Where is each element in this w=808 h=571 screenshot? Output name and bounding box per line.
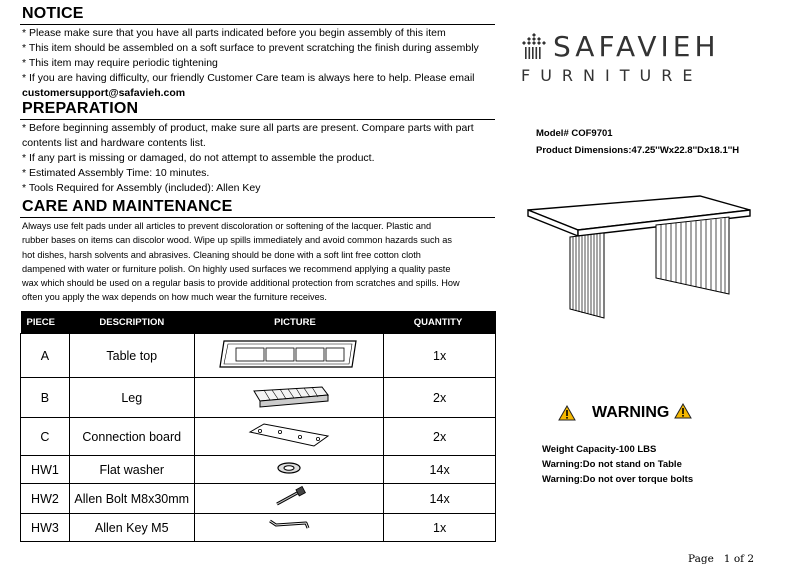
product-specs bbox=[536, 125, 739, 159]
table-row bbox=[21, 418, 496, 456]
piece-cell: A bbox=[21, 334, 70, 378]
description-cell: Connection board bbox=[69, 418, 194, 456]
description-cell: Flat washer bbox=[69, 456, 194, 484]
quantity-cell: 2x bbox=[384, 378, 496, 418]
warning-line: Warning:Do not stand on Table bbox=[542, 459, 682, 470]
table-row bbox=[21, 334, 496, 378]
preparation-line: contents list and hardware contents list. bbox=[22, 137, 206, 149]
preparation-line: * Before beginning assembly of product, make sure all parts are present. Compare parts with part bbox=[22, 122, 474, 134]
allen-key-icon bbox=[266, 515, 312, 537]
care-line: dampened with water or furniture polish. On highly used surfaces we recommend applying a quality paste bbox=[22, 263, 451, 274]
preparation-heading: PREPARATION bbox=[22, 100, 139, 117]
notice-list bbox=[22, 26, 479, 101]
preparation-line: * Tools Required for Assembly (included): Allen Key bbox=[22, 182, 261, 194]
warning-list bbox=[542, 442, 693, 487]
table-header-row bbox=[21, 311, 496, 334]
care-rule bbox=[20, 217, 495, 218]
table-row bbox=[21, 484, 496, 514]
brand-name: SAFAVIEH bbox=[553, 30, 720, 63]
allen-bolt-icon bbox=[269, 486, 309, 508]
brand-subtitle: FURNITURE bbox=[521, 66, 703, 85]
warning-icon bbox=[558, 405, 576, 421]
preparation-line: * If any part is missing or damaged, do not attempt to assemble the product. bbox=[22, 152, 375, 164]
quantity-cell: 1x bbox=[384, 514, 496, 542]
table-row bbox=[21, 514, 496, 542]
column-header-description: DESCRIPTION bbox=[69, 311, 194, 334]
notice-line: * Please make sure that you have all parts indicated before you begin assembly of this item bbox=[22, 27, 446, 39]
parts-table bbox=[20, 311, 496, 542]
page-number: Page 1 of 2 bbox=[688, 553, 755, 565]
warning-icon bbox=[674, 403, 692, 419]
piece-cell: B bbox=[21, 378, 70, 418]
description-cell: Allen Bolt M8x30mm bbox=[69, 484, 194, 514]
preparation-list bbox=[22, 121, 474, 196]
care-line: Always use felt pads under all articles to prevent discoloration or softening of the lacquer. Plastic and bbox=[22, 221, 432, 231]
care-line: often you apply the wax depends on how much wear the furniture receives. bbox=[22, 292, 327, 303]
picture-cell bbox=[194, 334, 384, 378]
care-line: hot dishes, harsh solvents and abrasives. Cleaning should be done with a soft lint free cotton cloth bbox=[22, 249, 421, 260]
description-cell: Table top bbox=[69, 334, 194, 378]
table-row bbox=[21, 378, 496, 418]
connection-board-icon bbox=[244, 420, 334, 450]
description-cell: Leg bbox=[69, 378, 194, 418]
brand-mark-icon bbox=[519, 32, 549, 60]
picture-cell bbox=[194, 484, 384, 514]
column-header-piece: PIECE bbox=[21, 311, 70, 334]
notice-rule bbox=[20, 24, 495, 25]
preparation-line: * Estimated Assembly Time: 10 minutes. bbox=[22, 167, 210, 179]
warning-title: WARNING bbox=[592, 404, 670, 421]
picture-cell bbox=[194, 418, 384, 456]
model-number: Model# COF9701 bbox=[536, 128, 613, 139]
care-line: wax which should be used on a regular basis to provide additional protection from scratches and spills. How bbox=[22, 278, 460, 289]
quantity-cell: 14x bbox=[384, 456, 496, 484]
quantity-cell: 14x bbox=[384, 484, 496, 514]
piece-cell: HW3 bbox=[21, 514, 70, 542]
piece-cell: HW1 bbox=[21, 456, 70, 484]
notice-line: * This item should be assembled on a soft surface to prevent scratching the finish during assembly bbox=[22, 42, 479, 54]
picture-cell bbox=[194, 456, 384, 484]
product-dimensions: Product Dimensions:47.25''Wx22.8''Dx18.1''H bbox=[536, 145, 740, 156]
warning-line: Warning:Do not over torque bolts bbox=[542, 474, 694, 485]
notice-line: * This item may require periodic tightening bbox=[22, 57, 218, 69]
picture-cell bbox=[194, 378, 384, 418]
care-line: rubber bases on items can discolor wood. Wipe up spills immediately and avoid common hazards such as bbox=[22, 235, 452, 246]
preparation-rule bbox=[20, 119, 495, 120]
piece-cell: HW2 bbox=[21, 484, 70, 514]
leg-icon bbox=[244, 381, 334, 411]
quantity-cell: 2x bbox=[384, 418, 496, 456]
warning-line: Weight Capacity-100 LBS bbox=[542, 444, 657, 455]
quantity-cell: 1x bbox=[384, 334, 496, 378]
notice-heading: NOTICE bbox=[22, 5, 84, 22]
picture-cell bbox=[194, 514, 384, 542]
notice-line: * If you are having difficulty, our friendly Customer Care team is always here to help. Please email bbox=[22, 72, 475, 84]
product-illustration bbox=[524, 190, 754, 320]
table-top-icon bbox=[214, 337, 364, 371]
column-header-quantity: QUANTITY bbox=[384, 311, 496, 334]
table-row bbox=[21, 456, 496, 484]
piece-cell: C bbox=[21, 418, 70, 456]
flat-washer-icon bbox=[274, 460, 304, 476]
care-heading: CARE AND MAINTENANCE bbox=[22, 198, 233, 215]
description-cell: Allen Key M5 bbox=[69, 514, 194, 542]
column-header-picture: PICTURE bbox=[194, 311, 384, 334]
care-text bbox=[22, 219, 460, 305]
notice-email: customersupport@safavieh.com bbox=[22, 87, 186, 99]
